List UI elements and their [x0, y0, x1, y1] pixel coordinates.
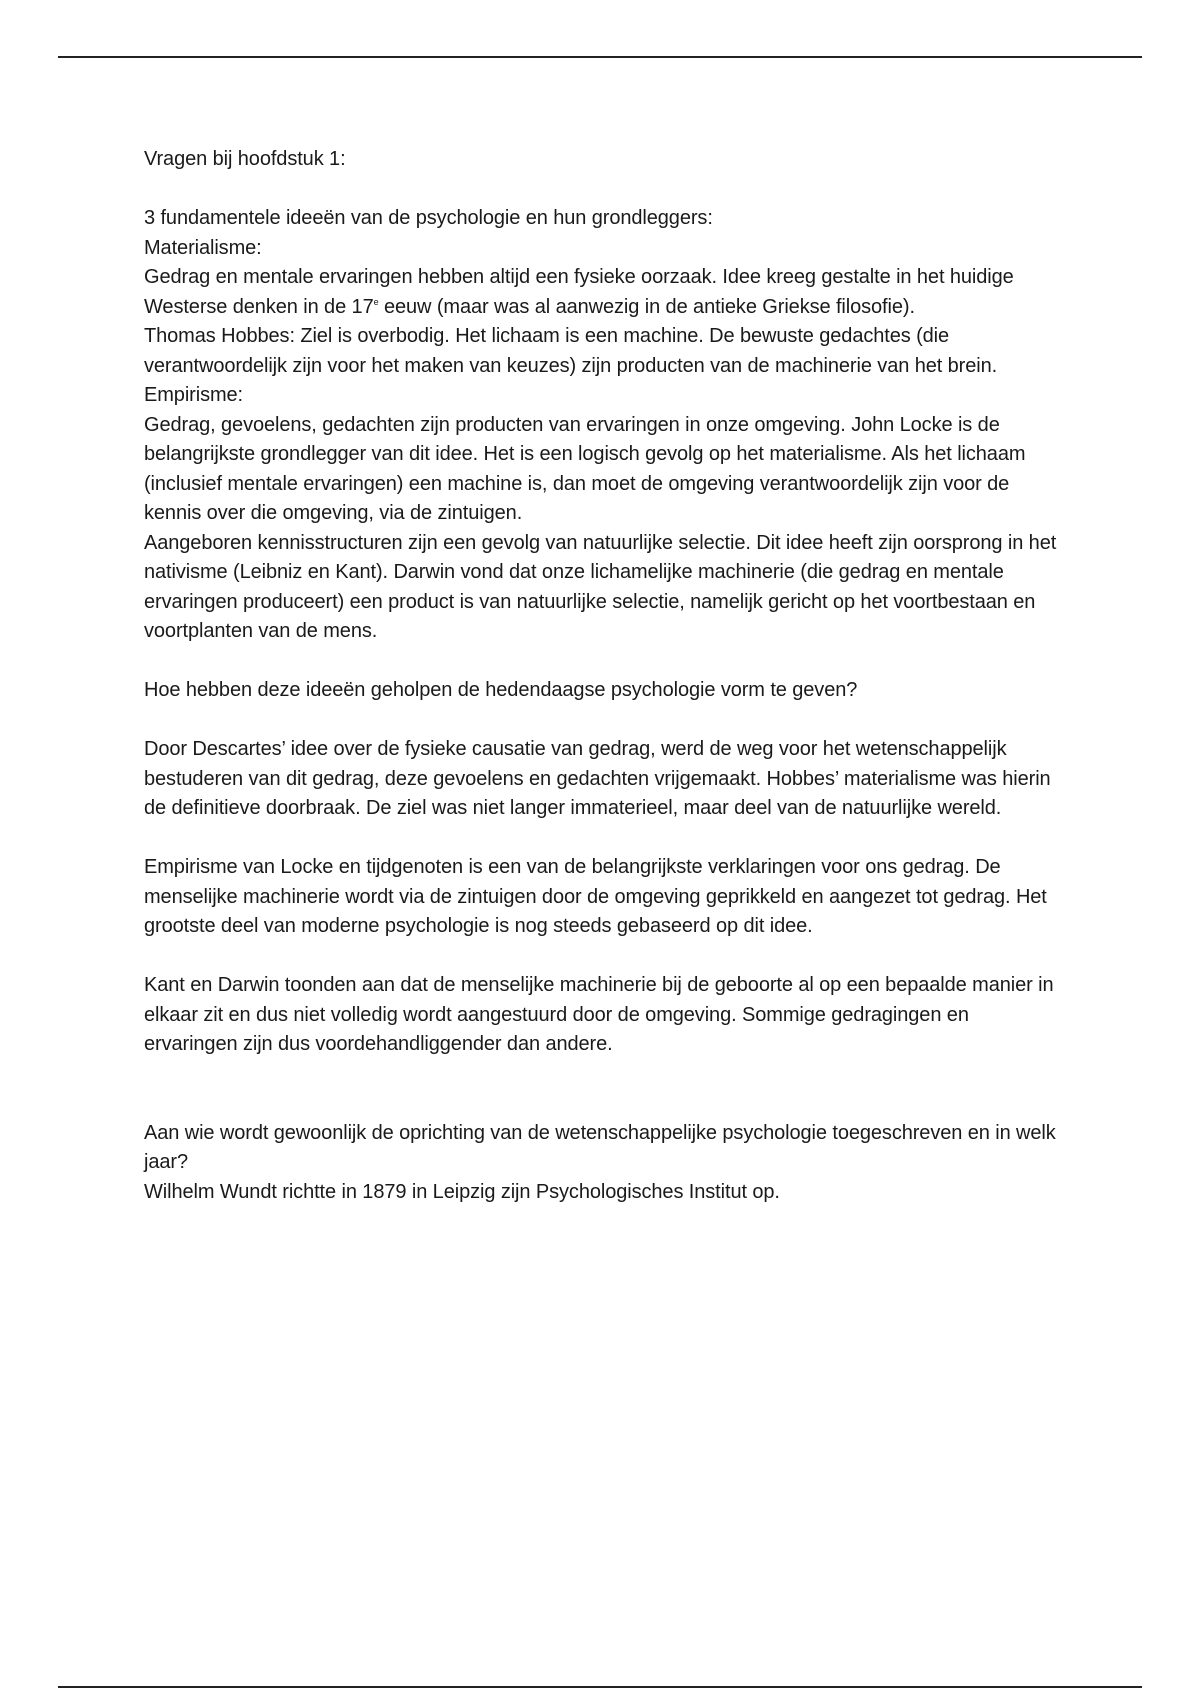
document-heading: Vragen bij hoofdstuk 1: [144, 148, 346, 170]
materialisme-text-a: Gedrag en mentale ervaringen hebben altijd een fysieke oorzaak. Idee kreeg gestalte in het huidige Westerse denken in de 17 [144, 266, 1014, 318]
hobbes-text: Thomas Hobbes: Ziel is overbodig. Het lichaam is een machine. De bewuste gedachtes (die verantwoordelijk zijn voor het maken van keuzes) zijn producten van de machinerie van het brein. [144, 325, 998, 377]
question-2: Hoe hebben deze ideeën geholpen de hedendaagse psychologie vorm te geven? [144, 679, 858, 701]
spacer [144, 175, 1064, 205]
empirisme-label: Empirisme: [144, 384, 244, 406]
answer-2-paragraph-1: Door Descartes’ idee over de fysieke causatie van gedrag, werd de weg voor het wetenschappelijk bestuderen van dit gedrag, deze gevoelens en gedachten vrijgemaakt. Hobbes’ materialisme was hierin de definitieve doorbraak. De ziel was niet langer immaterieel, maar deel van de natuurlijke wereld. [144, 738, 1051, 819]
spacer [144, 706, 1064, 736]
selectie-text: Aangeboren kennisstructuren zijn een gevolg van natuurlijke selectie. Dit idee heeft zijn oorsprong in het nativisme (Leibniz en Kant). Darwin vond dat onze lichamelijke machinerie (die gedrag en mentale ervaringen produceert) een product is van natuurlijke selectie, namelijk gericht op het voortbestaan en voortplanten van de mens. [144, 531, 1057, 642]
spacer [144, 824, 1064, 854]
footer-rule [58, 1686, 1142, 1688]
question-3: Aan wie wordt gewoonlijk de oprichting van de wetenschappelijke psychologie toegeschreven en in welk jaar? [144, 1121, 1056, 1173]
answer-3: Wilhelm Wundt richtte in 1879 in Leipzig zijn Psychologisches Institut op. [144, 1180, 780, 1203]
spacer [144, 647, 1064, 677]
spacer [144, 1060, 1064, 1119]
spacer [144, 942, 1064, 972]
empirisme-text: Gedrag, gevoelens, gedachten zijn producten van ervaringen in onze omgeving. John Locke is de belangrijkste grondlegger van dit idee. Het is een logisch gevolg op het materialisme. Als het lichaam (inclusief mentale ervaringen) een machine is, dan moet de omgeving verantwoordelijk zijn voor de kennis over die omgeving, via de zintuigen. [144, 413, 1026, 524]
question-1: 3 fundamentele ideeën van de psychologie en hun grondleggers: [144, 207, 713, 229]
materialisme-text [144, 263, 1064, 322]
materialisme-label: Materialisme: [144, 236, 262, 259]
document-body [144, 145, 1064, 1207]
header-rule [58, 56, 1142, 58]
superscript-e: e [373, 296, 379, 307]
materialisme-text-b: eeuw (maar was al aanwezig in de antieke Griekse filosofie). [378, 295, 915, 318]
answer-2-paragraph-2: Empirisme van Locke en tijdgenoten is een van de belangrijkste verklaringen voor ons gedrag. De menselijke machinerie wordt via de zintuigen door de omgeving geprikkeld en aangezet tot gedrag. Het grootste deel van moderne psychologie is nog steeds gebaseerd op dit idee. [144, 856, 1047, 937]
answer-2-paragraph-3: Kant en Darwin toonden aan dat de menselijke machinerie bij de geboorte al op een bepaalde manier in elkaar zit en dus niet volledig wordt aangestuurd door de omgeving. Sommige gedragingen en ervaringen zijn dus voordehandliggender dan andere. [144, 974, 1054, 1055]
